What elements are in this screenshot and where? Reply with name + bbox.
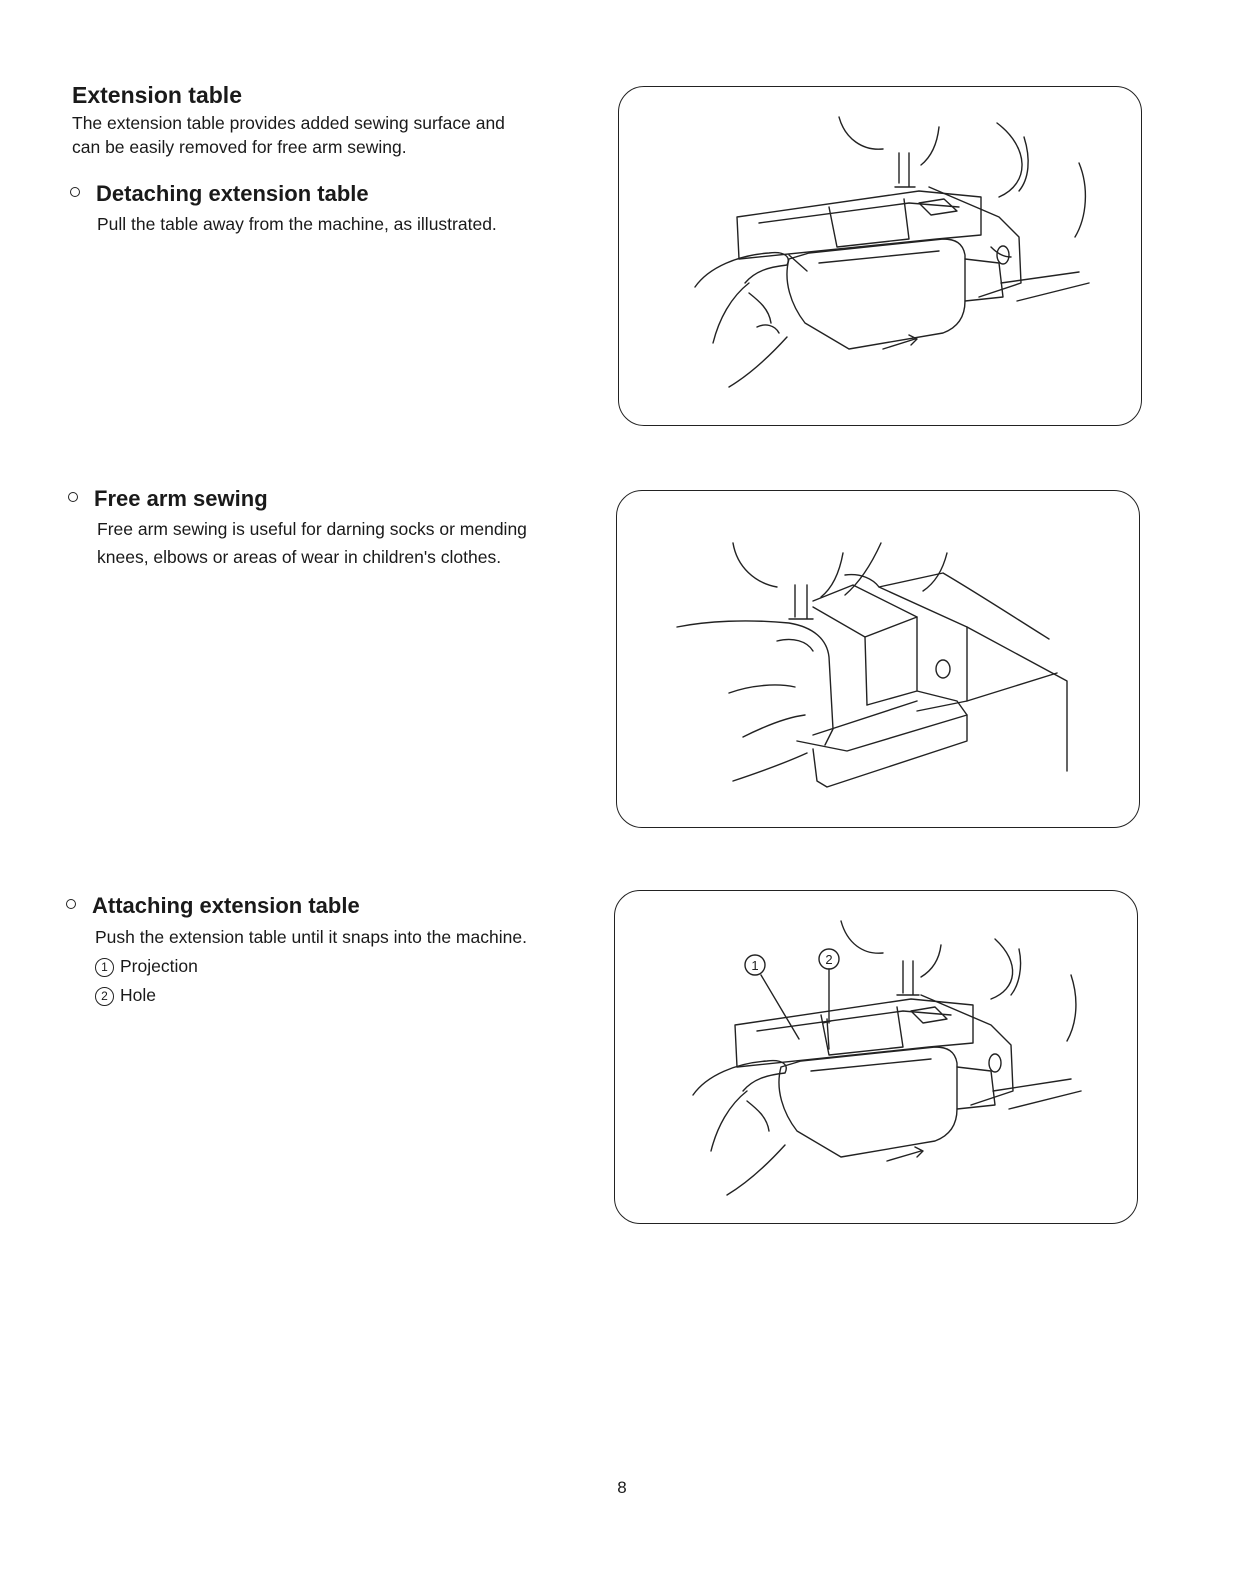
free-arm-text-line-2: knees, elbows or areas of wear in children's clothes. xyxy=(97,547,502,567)
page-number: 8 xyxy=(617,1478,627,1497)
bullet-icon xyxy=(66,899,76,909)
free-arm-title-text: Free arm sewing xyxy=(94,486,268,511)
subsection-title-free-arm xyxy=(68,486,268,512)
bullet-icon xyxy=(70,187,80,197)
list-item-projection xyxy=(95,953,198,979)
section-title-extension-table: Extension table xyxy=(72,82,242,108)
detaching-title-text: Detaching extension table xyxy=(96,181,369,206)
svg-text:1: 1 xyxy=(751,958,759,973)
detaching-illustration xyxy=(618,86,1142,426)
subsection-title-attaching xyxy=(66,893,360,919)
attaching-title-text: Attaching extension table xyxy=(92,893,360,918)
attaching-illustration xyxy=(614,890,1138,1224)
projection-label: Projection xyxy=(120,956,198,976)
free-arm-illustration xyxy=(616,490,1140,828)
number-1-icon: 1 xyxy=(95,958,114,977)
number-2-icon: 2 xyxy=(95,987,114,1006)
hole-label: Hole xyxy=(120,985,156,1005)
free-arm-text-line-1: Free arm sewing is useful for darning socks or mending xyxy=(97,519,527,539)
list-item-hole xyxy=(95,982,156,1008)
extension-table-description-line-2: can be easily removed for free arm sewing. xyxy=(72,137,407,157)
attaching-instruction: Push the extension table until it snaps into the machine. xyxy=(95,927,527,947)
svg-text:2: 2 xyxy=(825,952,833,967)
subsection-title-detaching xyxy=(70,181,369,207)
detaching-instruction: Pull the table away from the machine, as illustrated. xyxy=(97,214,497,234)
extension-table-description-line-1: The extension table provides added sewing surface and xyxy=(72,113,505,133)
bullet-icon xyxy=(68,492,78,502)
